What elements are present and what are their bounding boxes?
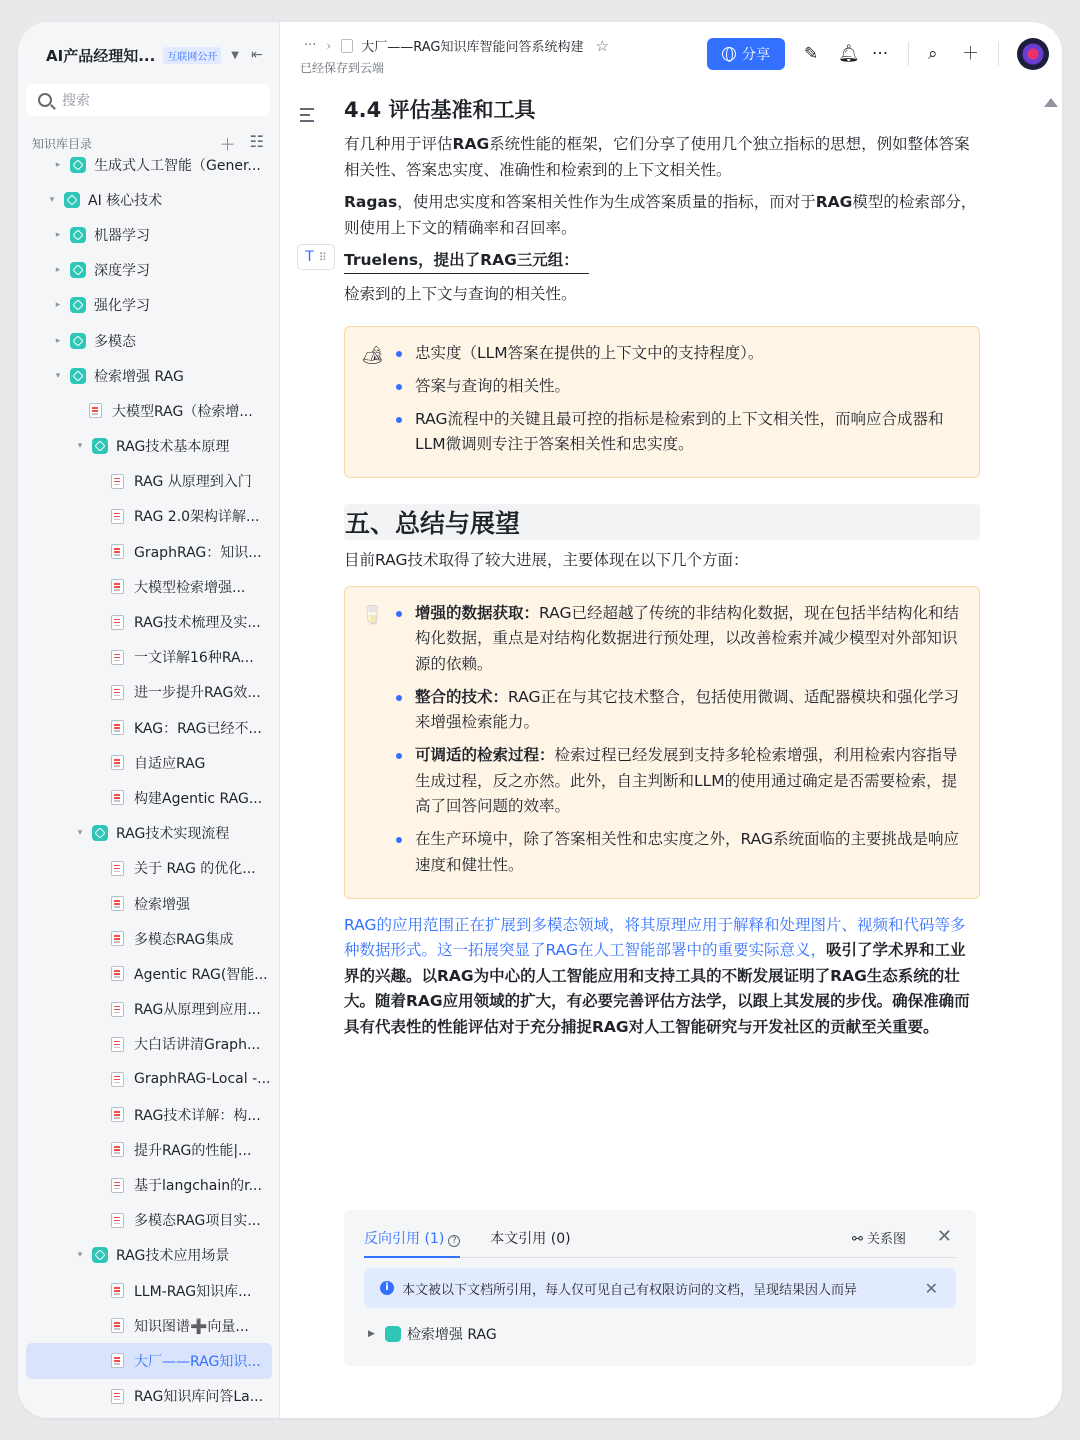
sidebar-item-label: 多模态RAG集成 bbox=[134, 931, 234, 948]
document-icon bbox=[111, 1002, 124, 1017]
search-input[interactable] bbox=[26, 84, 270, 116]
more-breadcrumbs-icon[interactable]: ··· bbox=[304, 38, 317, 53]
document-icon bbox=[111, 650, 124, 665]
sidebar-item[interactable] bbox=[26, 780, 272, 815]
document-body bbox=[305, 94, 980, 1047]
document-icon bbox=[111, 790, 124, 805]
sidebar-item[interactable] bbox=[26, 358, 272, 393]
sidebar-item-label: RAG知识库问答La... bbox=[134, 1389, 264, 1406]
caret-down-icon[interactable]: ▾ bbox=[77, 828, 83, 839]
references-tabs bbox=[364, 1228, 956, 1258]
divider bbox=[998, 42, 999, 66]
chevron-right-icon: › bbox=[326, 38, 332, 53]
search-icon[interactable]: ⌕ bbox=[928, 44, 938, 64]
references-panel bbox=[344, 1210, 976, 1366]
sidebar-item-label: 检索增强 bbox=[134, 896, 190, 913]
more-icon[interactable]: ··· bbox=[872, 44, 889, 64]
sidebar-item[interactable] bbox=[26, 1238, 272, 1273]
paragraph: 目前RAG技术取得了较大进展，主要体现在以下几个方面： bbox=[344, 551, 749, 569]
heading-4-4: 4.4 评估基准和工具 bbox=[344, 98, 536, 122]
relation-graph-button[interactable]: ⚯ 关系图 bbox=[851, 1232, 906, 1247]
tab-backlinks[interactable]: 反向引用 (1) ? bbox=[364, 1228, 460, 1258]
sidebar-item-label: 进一步提升RAG效... bbox=[134, 685, 261, 702]
document-icon bbox=[111, 755, 124, 770]
block-handle[interactable]: T ⠿ bbox=[297, 244, 335, 270]
sidebar-item-label: 强化学习 bbox=[94, 298, 150, 315]
wiki-icon bbox=[64, 192, 80, 208]
sidebar-item[interactable] bbox=[26, 253, 272, 288]
document-icon bbox=[111, 1037, 124, 1052]
document-icon bbox=[111, 1142, 124, 1157]
avatar[interactable] bbox=[1017, 38, 1049, 70]
sidebar-item-label: RAG技术实现流程 bbox=[116, 826, 230, 843]
sidebar-item[interactable] bbox=[26, 1097, 272, 1132]
sidebar-item-label: 大模型检索增强... bbox=[134, 579, 246, 596]
sidebar-item[interactable] bbox=[26, 745, 272, 780]
sidebar-item-label: LLM-RAG知识库... bbox=[134, 1283, 252, 1300]
wiki-icon bbox=[70, 157, 86, 173]
edit-icon[interactable]: ✎ bbox=[804, 44, 819, 64]
caret-down-icon[interactable]: ▾ bbox=[77, 1250, 83, 1261]
sidebar-item-label: 自适应RAG bbox=[134, 755, 206, 772]
heading-5: 五、总结与展望 bbox=[344, 504, 980, 540]
sidebar-item-label: 多模态RAG项目实... bbox=[134, 1213, 261, 1230]
document-icon bbox=[111, 1107, 124, 1122]
callout-box bbox=[344, 586, 980, 899]
sidebar-item-label: 大模型RAG（检索增... bbox=[112, 403, 253, 420]
paragraph: 有几种用于评估RAG系统性能的框架，它们分享了使用几个独立指标的思想，例如整体答案相关性、答案忠实度、准确性和检索到的上下文相关性。 bbox=[344, 135, 970, 179]
document-icon bbox=[111, 1283, 124, 1298]
caret-down-icon[interactable]: ▾ bbox=[49, 194, 55, 205]
wiki-icon bbox=[70, 227, 86, 243]
sidebar-item-label: 多模态 bbox=[94, 333, 136, 350]
sidebar-item-label: RAG 2.0架构详解... bbox=[134, 509, 260, 526]
sidebar-item-label: 提升RAG的性能|... bbox=[134, 1142, 252, 1159]
breadcrumb bbox=[304, 36, 609, 55]
sidebar-item[interactable] bbox=[26, 956, 272, 991]
document-icon bbox=[111, 544, 124, 559]
outline-icon[interactable] bbox=[300, 108, 314, 126]
sidebar-item-label: 基于langchain的r... bbox=[134, 1178, 262, 1195]
sidebar-item[interactable] bbox=[26, 1167, 272, 1202]
caret-down-icon[interactable]: ▾ bbox=[55, 370, 61, 381]
close-icon[interactable]: ✕ bbox=[924, 1278, 938, 1298]
sidebar-item[interactable] bbox=[26, 569, 272, 604]
document-icon bbox=[111, 509, 124, 524]
document-icon bbox=[111, 615, 124, 630]
document-icon bbox=[111, 1389, 124, 1404]
wiki-icon bbox=[92, 438, 108, 454]
wiki-icon bbox=[92, 1247, 108, 1263]
public-badge: 互联网公开 bbox=[163, 47, 221, 64]
add-icon[interactable]: ＋ bbox=[219, 135, 236, 154]
sidebar-item[interactable] bbox=[26, 1132, 272, 1167]
top-bar bbox=[280, 22, 1062, 84]
bell-icon[interactable]: 🔔︎ bbox=[838, 44, 860, 64]
sidebar-item[interactable] bbox=[26, 1308, 272, 1343]
document-icon bbox=[111, 1318, 124, 1333]
globe-icon bbox=[722, 47, 736, 61]
caret-right-icon[interactable]: ▸ bbox=[55, 300, 61, 311]
caret-right-icon[interactable]: ▸ bbox=[55, 265, 61, 276]
sidebar-item-label: RAG从原理到应用... bbox=[134, 1002, 261, 1019]
sidebar-item[interactable] bbox=[26, 1343, 272, 1378]
notice-text: 本文被以下文档所引用，每人仅可见自己有权限访问的文档，呈现结果因人而异 bbox=[402, 1282, 858, 1298]
sidebar-item[interactable] bbox=[26, 393, 272, 428]
wiki-icon bbox=[70, 333, 86, 349]
sidebar-item-label: 机器学习 bbox=[94, 227, 150, 244]
list-item: 整合的技术：RAG正在与其它技术整合，包括使用微调、适配器模块和强化学习来增强检索能力。 bbox=[415, 685, 961, 736]
wiki-icon bbox=[70, 368, 86, 384]
document-icon bbox=[111, 861, 124, 876]
sidebar-item[interactable] bbox=[26, 534, 272, 569]
caret-down-icon[interactable]: ▾ bbox=[77, 441, 83, 452]
ref-list-item[interactable] bbox=[368, 1324, 497, 1344]
wiki-icon bbox=[70, 297, 86, 313]
document-icon bbox=[111, 966, 124, 981]
sidebar-item[interactable] bbox=[26, 147, 272, 182]
sidebar-item-label: RAG技术基本原理 bbox=[116, 439, 230, 456]
document-icon bbox=[111, 685, 124, 700]
list-item: 忠实度（LLM答案在提供的上下文中的支持程度）。 bbox=[415, 341, 961, 367]
sidebar-item-label: 知识图谱➕向量... bbox=[134, 1318, 249, 1335]
sidebar-item-label: 一文详解16种RA... bbox=[134, 650, 254, 667]
sidebar-item-label: 大白话讲清Graph... bbox=[134, 1037, 261, 1054]
document-icon bbox=[111, 1353, 124, 1368]
app-window bbox=[18, 22, 1062, 1418]
sidebar-item[interactable] bbox=[26, 921, 272, 956]
sidebar-item-label: RAG 从原理到入门 bbox=[134, 474, 252, 491]
sidebar-item-label: KAG：RAG已经不... bbox=[134, 720, 262, 737]
main-area bbox=[280, 22, 1062, 1418]
divider bbox=[908, 42, 909, 66]
sidebar-item[interactable] bbox=[26, 640, 272, 675]
sidebar-item[interactable] bbox=[26, 464, 272, 499]
document-icon bbox=[111, 896, 124, 911]
document-icon bbox=[111, 474, 124, 489]
close-icon[interactable]: ✕ bbox=[936, 1226, 952, 1247]
wiki-icon bbox=[92, 825, 108, 841]
doc-tree bbox=[26, 147, 272, 1414]
sidebar-item-label: GraphRAG：知识... bbox=[134, 544, 262, 561]
sidebar-item[interactable] bbox=[26, 851, 272, 886]
document-icon bbox=[111, 1072, 124, 1087]
sidebar-item-label: AI 核心技术 bbox=[88, 192, 163, 209]
list-item: 在生产环境中，除了答案相关性和忠实度之外，RAG系统面临的主要挑战是响应速度和健壮性。 bbox=[415, 827, 961, 878]
sidebar-item-label: 检索增强 RAG bbox=[94, 368, 184, 385]
sidebar-item-label: GraphRAG-Local -... bbox=[134, 1071, 271, 1088]
list-item: 增强的数据获取：RAG已经超越了传统的非结构化数据，现在包括半结构化和结构化数据，重点是对结构化数据进行预处理，以改善检索并减少模型对外部知识源的依赖。 bbox=[415, 601, 961, 678]
wiki-icon bbox=[70, 262, 86, 278]
search-icon bbox=[38, 93, 52, 107]
share-button[interactable] bbox=[707, 38, 785, 70]
list-item: RAG流程中的关键且最可控的指标是检索到的上下文相关性，而响应合成器和LLM微调则专注于答案相关性和忠实度。 bbox=[415, 407, 961, 458]
caret-right-icon[interactable]: ▶ bbox=[368, 1329, 375, 1339]
sidebar-item[interactable] bbox=[26, 429, 272, 464]
truelens-line: Truelens，提出了RAG三元组： bbox=[344, 248, 589, 274]
sidebar-item[interactable] bbox=[26, 1379, 272, 1414]
sidebar-item[interactable] bbox=[26, 992, 272, 1027]
document-icon bbox=[111, 720, 124, 735]
document-icon bbox=[111, 1178, 124, 1193]
toc-label: 知识库目录 bbox=[32, 137, 93, 151]
sidebar-item-label: 构建Agentic RAG... bbox=[134, 790, 263, 807]
document-icon bbox=[341, 39, 353, 53]
chevron-down-icon[interactable]: ▼ bbox=[231, 49, 239, 61]
space-title[interactable]: AI产品经理知... bbox=[46, 46, 156, 65]
cup-icon: 🥛 bbox=[361, 604, 384, 626]
sidebar-item-label: RAG技术详解：构... bbox=[134, 1107, 261, 1124]
list-item: 答案与查询的相关性。 bbox=[415, 374, 961, 400]
ref-item-label: 检索增强 RAG bbox=[406, 1327, 497, 1343]
document-icon bbox=[111, 579, 124, 594]
collapse-sidebar-icon[interactable]: ⇤ bbox=[251, 47, 263, 63]
sidebar-item[interactable] bbox=[26, 1062, 272, 1097]
sidebar-item[interactable] bbox=[26, 499, 272, 534]
scroll-up-icon[interactable] bbox=[1044, 98, 1058, 107]
save-status: 已经保存到云端 bbox=[300, 61, 385, 75]
paragraph: 检索到的上下文与查询的相关性。 bbox=[344, 285, 577, 303]
doc-title[interactable]: 大厂——RAG知识库智能问答系统构建 bbox=[361, 40, 584, 55]
sidebar-item[interactable] bbox=[26, 288, 272, 323]
sidebar-item-label: 深度学习 bbox=[94, 263, 150, 280]
info-icon: i bbox=[380, 1281, 394, 1295]
caret-right-icon[interactable]: ▸ bbox=[55, 335, 61, 346]
sidebar-item[interactable] bbox=[26, 1203, 272, 1238]
sidebar-item-label: 大厂——RAG知识... bbox=[134, 1353, 261, 1370]
paragraph: Ragas，使用忠实度和答案相关性作为生成答案质量的指标，而对于RAG模型的检索部分，则使用上下文的精确率和召回率。 bbox=[344, 193, 977, 237]
sidebar-item-label: Agentic RAG(智能... bbox=[134, 966, 268, 983]
caret-right-icon[interactable]: ▸ bbox=[55, 159, 61, 170]
caret-right-icon[interactable]: ▸ bbox=[55, 229, 61, 240]
share-label: 分享 bbox=[742, 47, 770, 63]
sidebar-header bbox=[46, 44, 266, 66]
add-icon[interactable]: ＋ bbox=[962, 44, 979, 64]
sidebar-item[interactable] bbox=[26, 710, 272, 745]
document-icon bbox=[111, 1213, 124, 1228]
sidebar-item-label: 关于 RAG 的优化... bbox=[134, 861, 256, 878]
sidebar-item[interactable] bbox=[26, 323, 272, 358]
star-icon[interactable]: ☆ bbox=[595, 36, 609, 55]
wiki-icon bbox=[385, 1326, 401, 1342]
paragraph: RAG的应用范围正在扩展到多模态领域，将其原理应用于解释和处理图片、视频和代码等多种数据形式。这一拓展突显了RAG在人工智能部署中的重要实际意义，吸引了学术界和工业界的兴趣。以RAG为中心的人工智能应用和支持工具的不断发展证明了RAG生态系统的壮大。随着RAG应用领域的扩大，有必要完善评估方法学，以跟上其发展的步伐。确保准确而具有代表性的性能评估对于充分捕捉RAG对人工智能研究与开发社区的贡献至关重要。 bbox=[344, 915, 970, 1036]
sidebar-item[interactable] bbox=[26, 1273, 272, 1308]
callout-box bbox=[344, 326, 980, 479]
sidebar-item[interactable] bbox=[26, 604, 272, 639]
sidebar-item[interactable] bbox=[26, 217, 272, 252]
sidebar-item-label: 生成式人工智能（Gener... bbox=[94, 157, 261, 174]
list-settings-icon[interactable]: ☷ bbox=[249, 132, 264, 151]
sidebar-item[interactable] bbox=[26, 816, 272, 851]
sidebar-item-label: RAG技术应用场景 bbox=[116, 1248, 230, 1265]
info-notice bbox=[364, 1268, 956, 1308]
list-item: 可调适的检索过程：检索过程已经发展到支持多轮检索增强，利用检索内容指导生成过程，反之亦然。此外，自主判断和LLM的使用通过确定是否需要检索，提高了回答问题的效率。 bbox=[415, 743, 961, 820]
sidebar-item[interactable] bbox=[26, 675, 272, 710]
document-icon bbox=[89, 403, 102, 418]
tab-inline-refs[interactable]: 本文引用 (0) bbox=[490, 1231, 571, 1247]
tent-icon: 🏕 bbox=[361, 344, 384, 366]
sidebar-item[interactable] bbox=[26, 1027, 272, 1062]
help-icon[interactable]: ? bbox=[448, 1235, 460, 1247]
search-placeholder: 搜索 bbox=[62, 93, 90, 109]
sidebar-item[interactable] bbox=[26, 182, 272, 217]
document-icon bbox=[111, 931, 124, 946]
sidebar bbox=[18, 22, 280, 1418]
sidebar-item[interactable] bbox=[26, 886, 272, 921]
sidebar-item-label: RAG技术梳理及实... bbox=[134, 615, 261, 632]
